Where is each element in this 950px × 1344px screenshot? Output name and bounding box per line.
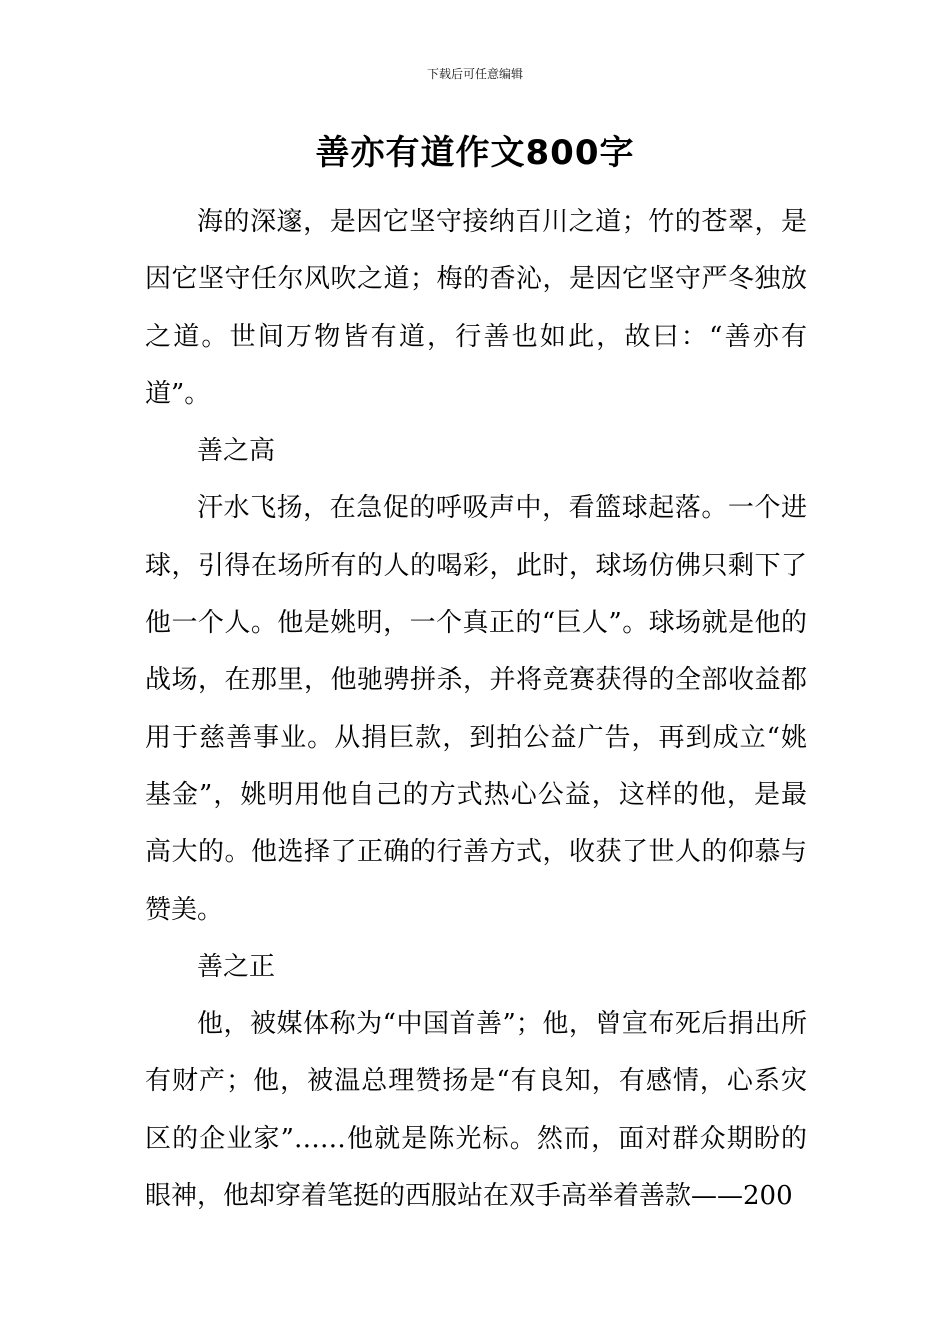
- document-title: 善亦有道作文800字: [315, 133, 635, 173]
- document-body: [145, 194, 807, 1225]
- paragraph-intro: 海的深邃，是因它坚守接纳百川之道；竹的苍翠，是因它坚守任尔风吹之道；梅的香沁，是因它坚守严冬独放之道。世间万物皆有道，行善也如此，故曰：“善亦有道”。: [145, 207, 807, 409]
- section-heading-high: 善之高: [197, 436, 276, 467]
- paragraph-chen-guangbiao: 他，被媒体称为“中国首善”；他，曾宣布死后捐出所有财产；他，被温总理赞扬是“有良知，有感情，心系灾区的企业家”……他就是陈光标。然而，面对群众期盼的眼神，他却穿着笔挺的西服站在双手高举着善款——200: [145, 1009, 807, 1212]
- page-header-note: 下载后可任意编辑: [426, 67, 523, 81]
- paragraph-yao-ming: 汗水飞扬，在急促的呼吸声中，看篮球起落。一个进球，引得在场所有的人的喝彩，此时，球场仿佛只剩下了他一个人。他是姚明，一个真正的“巨人”。球场就是他的战场，在那里，他驰骋拼杀，并将竞赛获得的全部收益都用于慈善事业。从捐巨款，到拍公益广告，再到成立“姚基金”，姚明用他自己的方式热心公益，这样的他，是最高大的。他选择了正确的行善方式，收获了世人的仰慕与赞美。: [145, 493, 807, 925]
- section-heading-upright: 善之正: [197, 951, 276, 982]
